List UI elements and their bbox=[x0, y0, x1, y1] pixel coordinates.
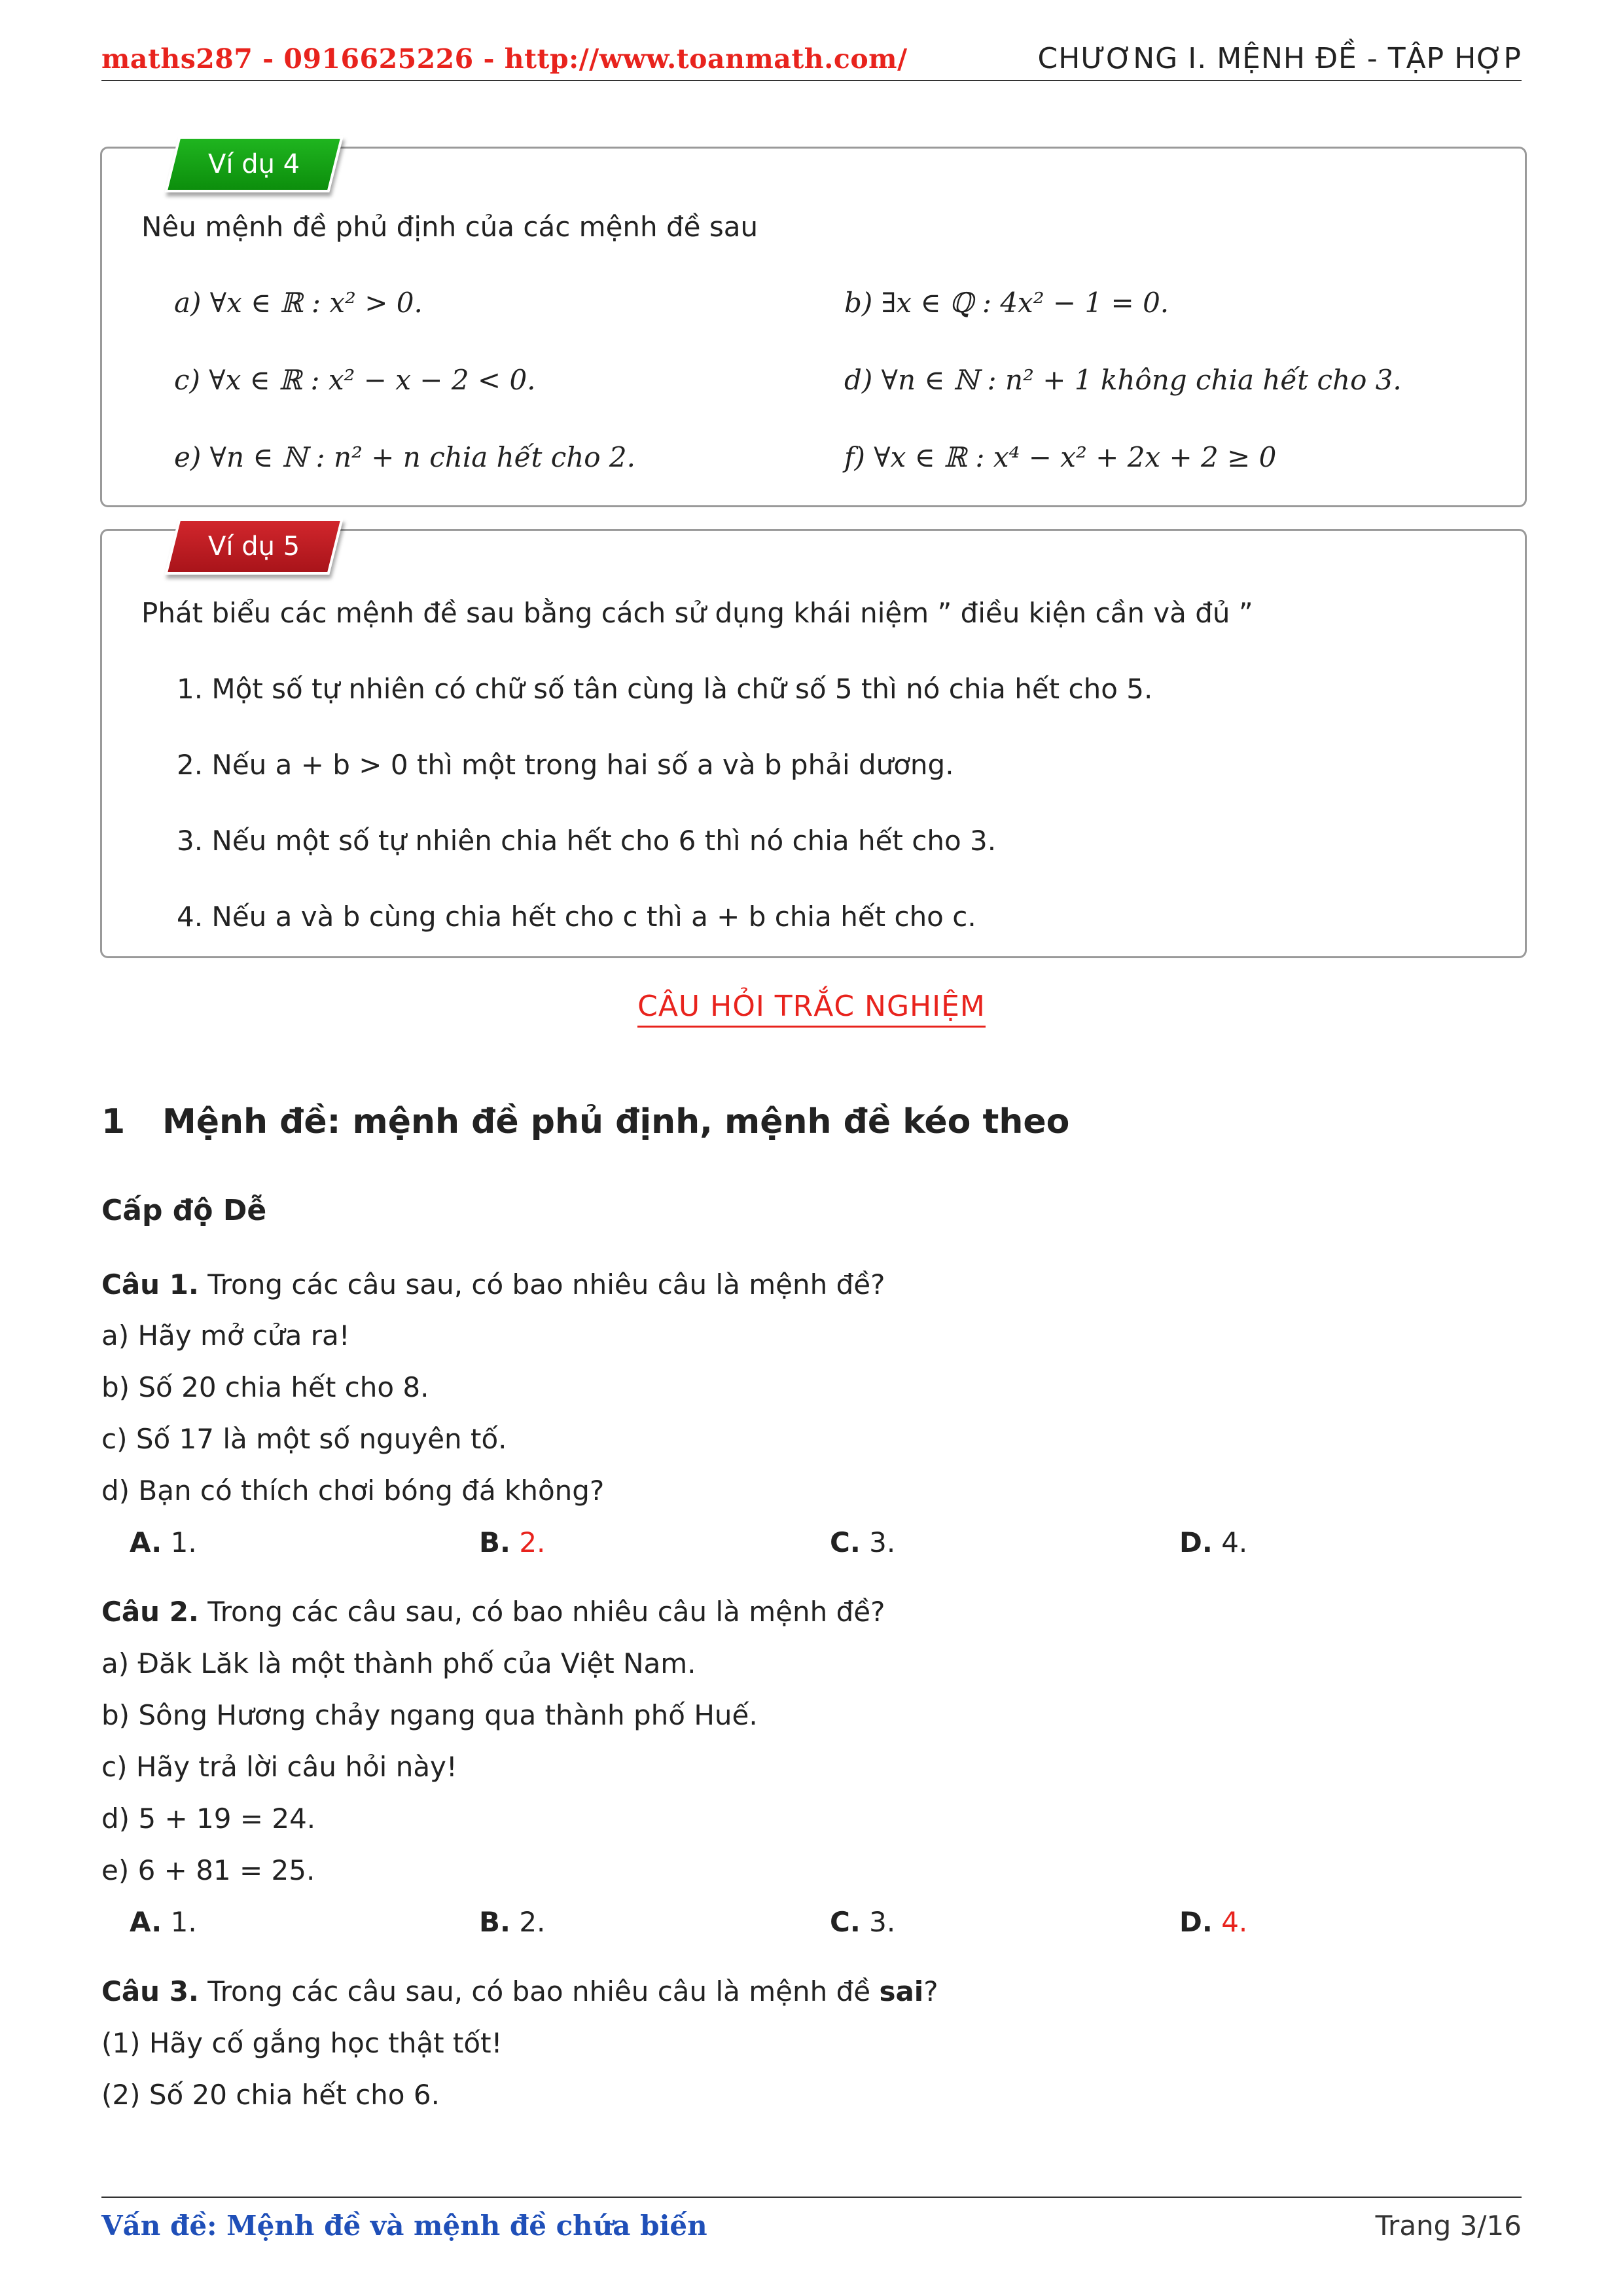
example-4-item-d: d) ∀n ∈ ℕ : n² + 1 không chia hết cho 3. bbox=[844, 364, 1402, 396]
question-2 bbox=[101, 1596, 885, 1628]
question-2-line: c) Hãy trả lời câu hỏi này! bbox=[101, 1751, 457, 1783]
question-1-text: Trong các câu sau, có bao nhiêu câu là mệnh đề? bbox=[207, 1268, 885, 1300]
footer-rule bbox=[101, 2197, 1522, 2198]
example-5-item-3: 3. Nếu một số tự nhiên chia hết cho 6 thì nó chia hết cho 3. bbox=[177, 825, 997, 857]
question-2-option-c[interactable] bbox=[830, 1906, 895, 1938]
header-site-info: maths287 - 0916625226 - http://www.toanmath.com/ bbox=[101, 43, 908, 75]
example-5-tab: Ví dụ 5 bbox=[164, 518, 344, 575]
question-2-option-a[interactable] bbox=[130, 1906, 197, 1938]
header-chapter-title: CHƯƠNG I. MỆNH ĐỀ - TẬP HỢP bbox=[1037, 42, 1522, 75]
example-4-prompt: Nêu mệnh đề phủ định của các mệnh đề sau bbox=[141, 211, 758, 243]
question-3-emphasis: sai bbox=[879, 1975, 924, 2007]
question-1-option-d[interactable] bbox=[1179, 1526, 1247, 1558]
example-4-tab: Ví dụ 4 bbox=[164, 136, 344, 192]
question-3 bbox=[101, 1975, 938, 2007]
example-5-box bbox=[100, 529, 1527, 958]
question-1 bbox=[101, 1268, 885, 1300]
question-1-option-b[interactable] bbox=[479, 1526, 545, 1558]
question-3-label: Câu 3. bbox=[101, 1975, 199, 2007]
section-title: Mệnh đề: mệnh đề phủ định, mệnh đề kéo theo bbox=[162, 1102, 1070, 1141]
option-label: C. bbox=[830, 1906, 861, 1938]
page-number: Trang 3/16 bbox=[1375, 2210, 1522, 2242]
question-2-text: Trong các câu sau, có bao nhiêu câu là mệnh đề? bbox=[207, 1596, 885, 1628]
question-1-option-a[interactable] bbox=[130, 1526, 197, 1558]
option-label: B. bbox=[479, 1526, 510, 1558]
question-1-line: c) Số 17 là một số nguyên tố. bbox=[101, 1423, 507, 1455]
question-1-label: Câu 1. bbox=[101, 1268, 199, 1300]
example-4-item-f: f) ∀x ∈ ℝ : x⁴ − x² + 2x + 2 ≥ 0 bbox=[844, 441, 1277, 473]
question-2-line: a) Đăk Lăk là một thành phố của Việt Nam. bbox=[101, 1647, 696, 1679]
question-1-option-c[interactable] bbox=[830, 1526, 895, 1558]
question-1-line: b) Số 20 chia hết cho 8. bbox=[101, 1371, 429, 1403]
question-1-line: d) Bạn có thích chơi bóng đá không? bbox=[101, 1475, 605, 1507]
question-2-line: d) 5 + 19 = 24. bbox=[101, 1803, 316, 1835]
option-label: C. bbox=[830, 1526, 861, 1558]
example-4-item-b: b) ∃x ∈ ℚ : 4x² − 1 = 0. bbox=[844, 287, 1169, 319]
question-3-line: (1) Hãy cố gắng học thật tốt! bbox=[101, 2027, 503, 2059]
example-4-item-e: e) ∀n ∈ ℕ : n² + n chia hết cho 2. bbox=[174, 441, 635, 473]
example-4-item-a: a) ∀x ∈ ℝ : x² > 0. bbox=[174, 287, 423, 319]
question-3-text: Trong các câu sau, có bao nhiêu câu là mệnh đề bbox=[207, 1975, 871, 2007]
question-2-option-d[interactable] bbox=[1179, 1906, 1247, 1938]
option-value: 1. bbox=[170, 1526, 197, 1558]
option-label: B. bbox=[479, 1906, 510, 1938]
option-value-correct: 4. bbox=[1221, 1906, 1248, 1938]
question-1-line: a) Hãy mở cửa ra! bbox=[101, 1319, 350, 1352]
option-value: 2. bbox=[519, 1906, 546, 1938]
question-3-qmark: ? bbox=[923, 1975, 938, 2007]
section-number: 1 bbox=[101, 1102, 126, 1141]
question-2-line: e) 6 + 81 = 25. bbox=[101, 1854, 315, 1886]
question-2-label: Câu 2. bbox=[101, 1596, 199, 1628]
example-5-item-2: 2. Nếu a + b > 0 thì một trong hai số a và b phải dương. bbox=[177, 749, 954, 781]
header-rule bbox=[101, 80, 1522, 81]
example-4-item-c: c) ∀x ∈ ℝ : x² − x − 2 < 0. bbox=[174, 364, 536, 396]
quiz-heading: CÂU HỎI TRẮC NGHIỆM bbox=[0, 990, 1623, 1023]
footer-topic: Vấn đề: Mệnh đề và mệnh đề chứa biến bbox=[101, 2210, 707, 2242]
option-label: A. bbox=[130, 1906, 162, 1938]
question-2-option-b[interactable] bbox=[479, 1906, 545, 1938]
option-label: D. bbox=[1179, 1526, 1213, 1558]
option-label: A. bbox=[130, 1526, 162, 1558]
question-3-line: (2) Số 20 chia hết cho 6. bbox=[101, 2079, 440, 2111]
difficulty-level: Cấp độ Dễ bbox=[101, 1194, 267, 1227]
question-2-line: b) Sông Hương chảy ngang qua thành phố Huế. bbox=[101, 1699, 758, 1731]
option-value: 3. bbox=[869, 1906, 896, 1938]
option-value: 4. bbox=[1221, 1526, 1248, 1558]
example-5-item-1: 1. Một số tự nhiên có chữ số tân cùng là chữ số 5 thì nó chia hết cho 5. bbox=[177, 673, 1153, 705]
option-value: 3. bbox=[869, 1526, 896, 1558]
example-5-item-4: 4. Nếu a và b cùng chia hết cho c thì a + b chia hết cho c. bbox=[177, 901, 976, 933]
option-label: D. bbox=[1179, 1906, 1213, 1938]
option-value: 1. bbox=[170, 1906, 197, 1938]
example-5-prompt: Phát biểu các mệnh đề sau bằng cách sử dụng khái niệm ” điều kiện cần và đủ ” bbox=[141, 597, 1253, 629]
option-value-correct: 2. bbox=[519, 1526, 546, 1558]
